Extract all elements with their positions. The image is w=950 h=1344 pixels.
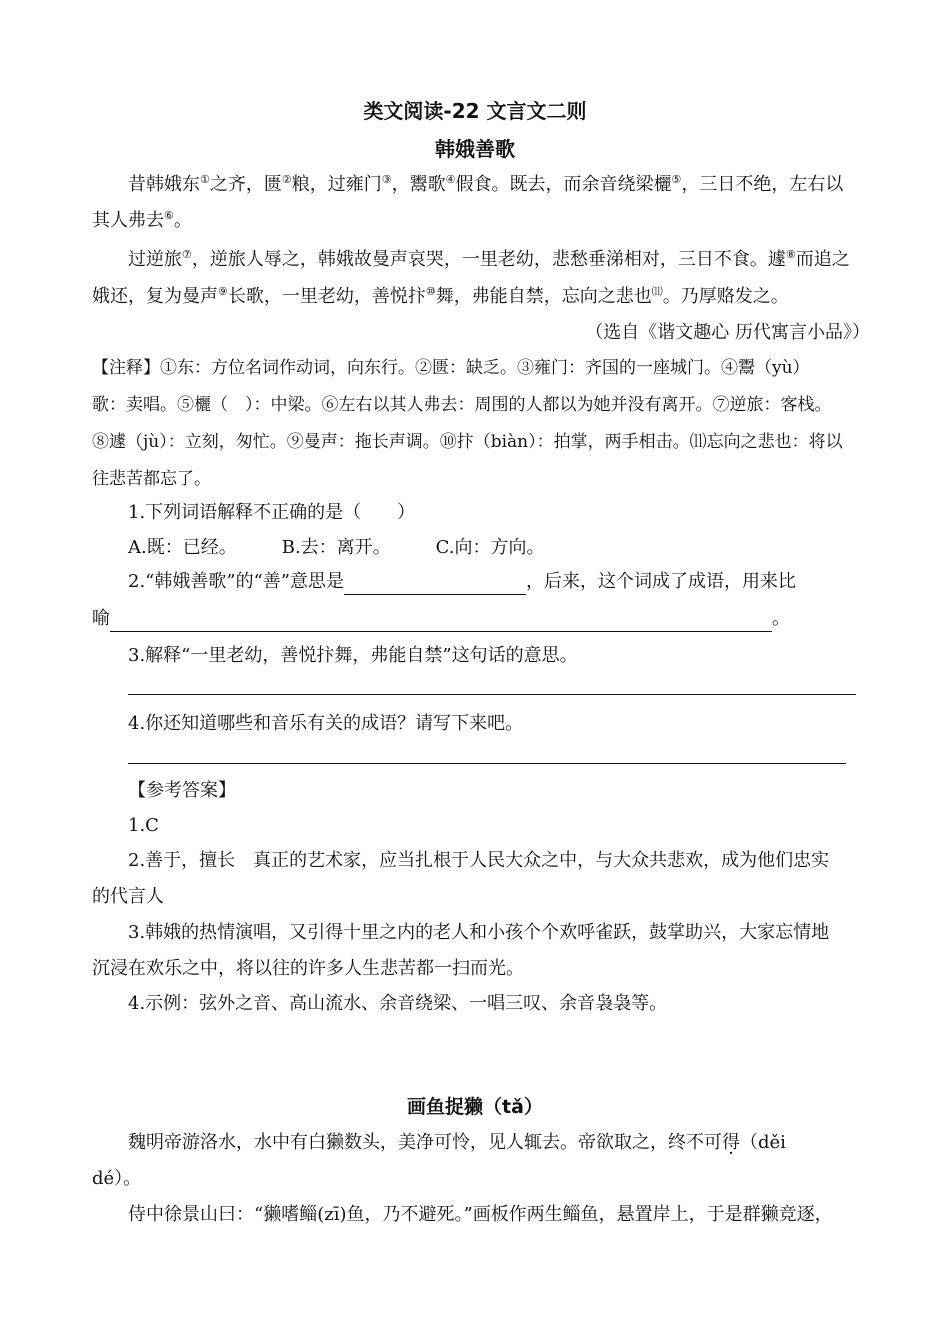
notes-line1: 【注释】①东：方位名词作动词，向东行。②匮：缺乏。③雍门：齐国的一座城门。④鬻（yù） bbox=[92, 358, 810, 378]
text: 。 bbox=[173, 210, 192, 231]
question-3: 3.解释“一里老幼，善悦抃舞，弗能自禁”这句话的意思。 bbox=[128, 645, 578, 666]
text: 长歌，一里老幼，善悦抃 bbox=[227, 286, 426, 307]
text: 2.“韩娥善歌”的“善”意思是 bbox=[128, 571, 344, 592]
question-2-line2 bbox=[92, 606, 790, 632]
question-4: 4.你还知道哪些和音乐有关的成语？请写下来吧。 bbox=[128, 713, 524, 734]
text: 而追之 bbox=[795, 249, 850, 270]
text: （děi bbox=[740, 1132, 786, 1153]
text: 舞，弗能自禁，忘向之悲也 bbox=[435, 286, 652, 307]
note-ref: ② bbox=[281, 173, 292, 186]
note-ref: ④ bbox=[445, 173, 456, 186]
note-ref: ⑦ bbox=[182, 248, 192, 261]
question-1: 1.下列词语解释不正确的是（ ） bbox=[128, 502, 416, 523]
text: 粮，过雍门 bbox=[291, 174, 382, 195]
notes-line3: ⑧遽（jù）：立刻，匆忙。⑨曼声：拖长声调。⑩抃（biàn）：拍掌，两手相击。⑾忘向之悲也：将以 bbox=[92, 432, 843, 452]
note-ref: ① bbox=[200, 173, 210, 186]
text: 。乃厚赂发之。 bbox=[662, 286, 789, 307]
answer-1: 1.C bbox=[128, 815, 159, 836]
story2-p1-line1 bbox=[128, 1130, 786, 1156]
page-title: 类文阅读-22 文言文二则 bbox=[363, 99, 587, 123]
notes-line2: 歌：卖唱。⑤欐（ ）：中梁。⑥左右以其人弗去：周围的人都以为她并没有离开。⑦逆旅：客栈。 bbox=[92, 395, 832, 415]
story1-p1-line2 bbox=[92, 208, 192, 234]
text: 魏明帝游洛水，水中有白獭数头，美净可怜，见人辄去。帝欲取之，终不可 bbox=[128, 1132, 722, 1153]
story1-p2-line2 bbox=[92, 284, 789, 310]
question-2-line1 bbox=[128, 569, 796, 595]
story2-title: 画鱼捉獭（tǎ） bbox=[407, 1096, 543, 1118]
text: 喻 bbox=[92, 608, 110, 629]
note-ref: ⑾ bbox=[651, 285, 663, 298]
story1-p1-line1 bbox=[128, 172, 843, 198]
answer-line[interactable] bbox=[128, 763, 846, 764]
answer-2-line2: 的代言人 bbox=[92, 886, 164, 907]
note-ref: ⑩ bbox=[425, 285, 436, 298]
story2-p2-line1: 侍中徐景山曰：“獭嗜鲻(zī)鱼，乃不避死。”画板作两生鲻鱼，悬置岸上，于是群獭竞逐， bbox=[128, 1204, 833, 1225]
notes-line4: 往悲苦都忘了。 bbox=[92, 469, 211, 489]
text: 昔韩娥东 bbox=[128, 174, 200, 195]
text: 过逆旅 bbox=[128, 249, 182, 270]
note-ref: ⑨ bbox=[218, 285, 228, 298]
note-ref: ⑧ bbox=[785, 248, 796, 261]
note-ref: ⑤ bbox=[671, 173, 682, 186]
text: 。 bbox=[772, 608, 790, 629]
answer-blank[interactable] bbox=[344, 574, 526, 595]
note-ref: ③ bbox=[381, 173, 392, 186]
answer-4: 4.示例：弦外之音、高山流水、余音绕梁、一唱三叹、余音袅袅等。 bbox=[128, 993, 668, 1014]
text: ，后来，这个词成了成语，用来比 bbox=[525, 571, 796, 592]
answer-blank[interactable] bbox=[110, 611, 772, 632]
story1-title: 韩娥善歌 bbox=[435, 137, 515, 161]
text: ，逆旅人辱之，韩娥故曼声哀哭，一里老幼，悲愁垂涕相对，三日不食。遽 bbox=[191, 249, 786, 270]
text: ，鬻歌 bbox=[391, 174, 446, 195]
story2-p1-line2: dé）。 bbox=[92, 1168, 142, 1189]
text: 假食。既去，而余音绕梁欐 bbox=[455, 174, 672, 195]
text: 其人弗去 bbox=[92, 210, 164, 231]
answer-line[interactable] bbox=[128, 694, 856, 695]
note-ref: ⑥ bbox=[164, 209, 174, 222]
answer-3-line2: 沉浸在欢乐之中，将以往的许多人生悲苦都一扫而光。 bbox=[92, 958, 524, 979]
answers-heading: 【参考答案】 bbox=[128, 780, 236, 801]
question-1-options: A.既：已经。 B.去：离开。 C.向：方向。 bbox=[128, 537, 545, 558]
text: 之齐，匮 bbox=[209, 174, 282, 195]
dotted-char: 得 bbox=[722, 1132, 740, 1153]
story1-p2-line1 bbox=[128, 247, 850, 273]
source-citation: （选自《谐文趣心 历代寓言小品》） bbox=[585, 322, 870, 343]
answer-3-line1: 3.韩娥的热情演唱，又引得十里之内的老人和小孩个个欢呼雀跃，鼓掌助兴，大家忘情地 bbox=[128, 922, 830, 943]
answer-2-line1: 2.善于，擅长 真正的艺术家，应当扎根于人民大众之中，与大众共悲欢，成为他们忠实 bbox=[128, 850, 830, 871]
text: 娥还，复为曼声 bbox=[92, 286, 218, 307]
text: ，三日不绝，左右以 bbox=[681, 174, 844, 195]
